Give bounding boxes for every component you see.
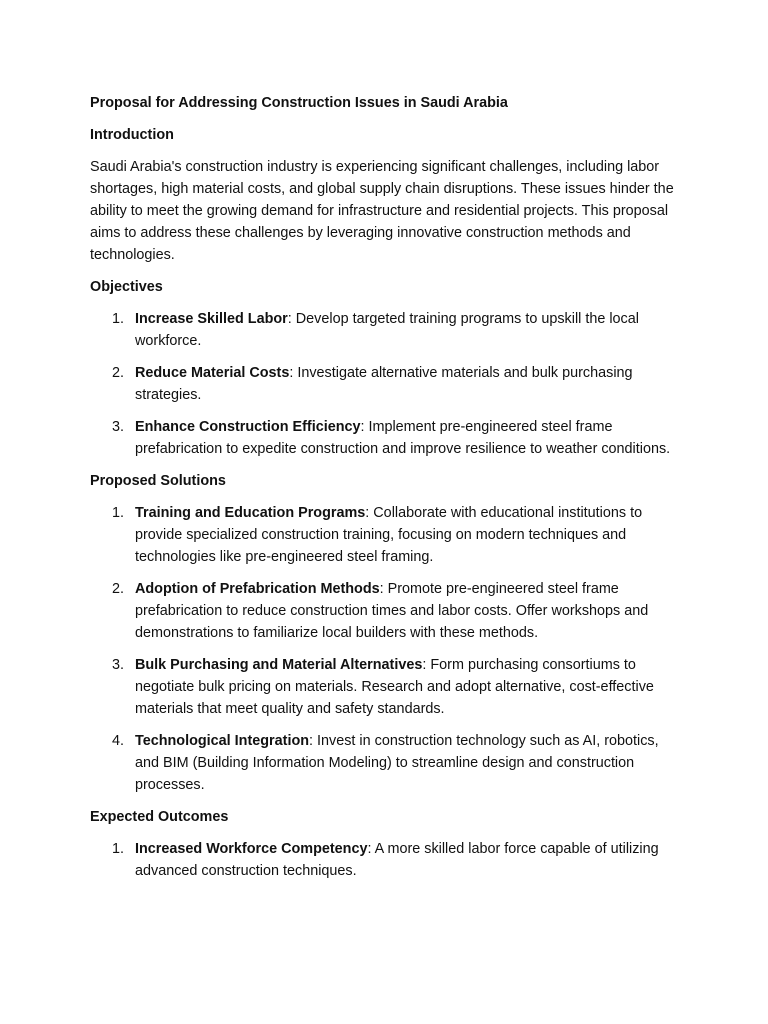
list-item [90,308,680,352]
list-item [90,502,680,568]
list-item-number: 3. [112,419,125,435]
list-item-description: : Develop targeted training programs to upskill the local workforce. [135,311,639,349]
list-item-number: 3. [112,657,125,673]
objectives-heading: Objectives [90,279,163,295]
list-item-description: : Implement pre-engineered steel frame prefabrication to expedite construction and improve resilience to weather conditions. [135,419,671,457]
list-item-description: : A more skilled labor force capable of utilizing advanced construction techniques. [135,841,659,879]
solutions-list [90,502,680,796]
list-item-term: Increased Workforce Competency [135,841,368,857]
list-item-number: 2. [112,365,125,381]
list-item-description: : Invest in construction technology such as AI, robotics, and BIM (Building Information Modeling) to streamline design and construction processes. [135,733,659,793]
list-item-term: Increase Skilled Labor [135,311,288,327]
solutions-heading: Proposed Solutions [90,473,226,489]
list-item-term: Enhance Construction Efficiency [135,419,361,435]
list-item-description: : Investigate alternative materials and bulk purchasing strategies. [135,365,633,403]
introduction-heading: Introduction [90,127,174,143]
list-item-description: : Collaborate with educational institutions to provide specialized construction training, focusing on modern techniques and technologies like pre-engineered steel framing. [135,505,643,565]
list-item-number: 1. [112,841,125,857]
list-item [90,578,680,644]
objectives-list [90,308,680,460]
list-item [90,362,680,406]
list-item [90,730,680,796]
list-item [90,838,680,882]
list-item-number: 1. [112,311,125,327]
list-item [90,416,680,460]
list-item-number: 4. [112,733,125,749]
list-item-number: 1. [112,505,125,521]
list-item [90,654,680,720]
list-item-term: Reduce Material Costs [135,365,290,381]
list-item-term: Adoption of Prefabrication Methods [135,581,380,597]
document-title: Proposal for Addressing Construction Issues in Saudi Arabia [90,95,508,111]
introduction-paragraph: Saudi Arabia's construction industry is experiencing significant challenges, including labor shortages, high material costs, and global supply chain disruptions. These issues hinder the ability to meet the growing demand for infrastructure and residential projects. This proposal aims to address these challenges by leveraging innovative construction methods and technologies. [90,159,674,263]
list-item-term: Bulk Purchasing and Material Alternatives [135,657,423,673]
document-page [90,92,680,892]
list-item-term: Technological Integration [135,733,310,749]
list-item-term: Training and Education Programs [135,505,366,521]
outcomes-heading: Expected Outcomes [90,809,229,825]
outcomes-list [90,838,680,882]
list-item-description: : Promote pre-engineered steel frame prefabrication to reduce construction times and labor costs. Offer workshops and demonstrations to familiarize local builders with these methods. [135,581,649,641]
list-item-number: 2. [112,581,125,597]
list-item-description: : Form purchasing consortiums to negotiate bulk pricing on materials. Research and adopt alternative, cost-effective materials that meet quality and safety standards. [135,657,654,717]
